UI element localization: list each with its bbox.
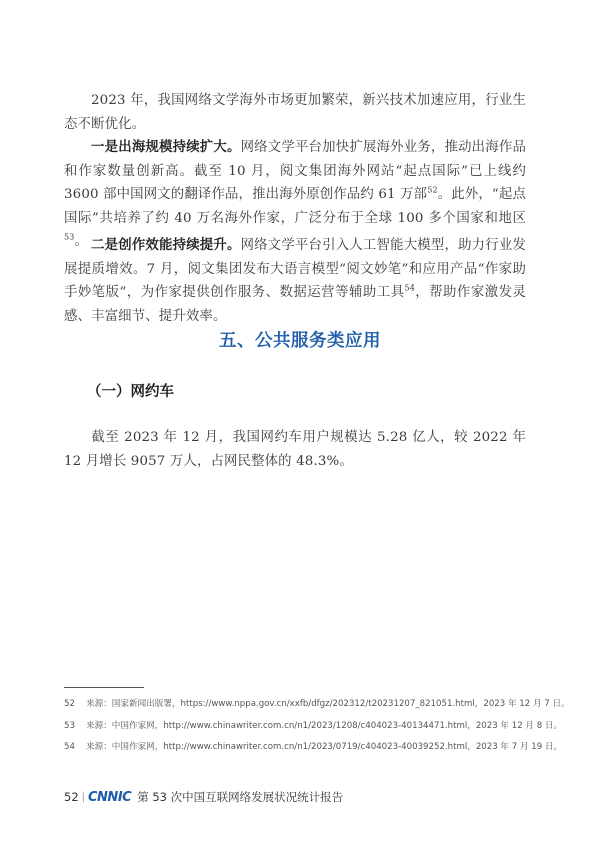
paragraph-text: 。 bbox=[74, 234, 89, 250]
footnote-number: 53 bbox=[64, 721, 75, 731]
page-number: 52 bbox=[64, 790, 79, 804]
footnote-text[interactable]: 来源：中国作家网，http://www.chinawriter.com.cn/n1/2023/0719/c404023-40039252.html，2023 年 7 月 19 日。 bbox=[86, 742, 563, 752]
footnote-text[interactable]: 来源：中国作家网，http://www.chinawriter.com.cn/n1/2023/1208/c404023-40134471.html，2023 年 12 月 8 日。 bbox=[86, 721, 563, 731]
paragraph-intro bbox=[64, 89, 526, 136]
paragraph-intro-text: 2023 年，我国网络文学海外市场更加繁荣，新兴技术加速应用，行业生态不断优化。 bbox=[64, 93, 526, 132]
page-footer bbox=[64, 788, 343, 806]
cnnic-logo: CNNIC bbox=[88, 789, 132, 805]
paragraph-text: 截至 2023 年 12 月，我国网约车用户规模达 5.28 亿人，较 2022 年 12 月增长 9057 万人，占网民整体的 48.3%。 bbox=[64, 430, 526, 469]
subsection-title: （一）网约车 bbox=[87, 384, 174, 400]
footnote-ref[interactable]: 54 bbox=[404, 283, 415, 293]
paragraph-lead: 一是出海规模持续扩大。 bbox=[91, 140, 241, 155]
footnote-divider bbox=[64, 687, 144, 688]
paragraph-text: 网络文学平台引入人工智能大模型，助力行业发展提质增效。7 月，阅文集团发布大语言模型“阅文妙笔”和应用产品“作家助手妙笔版”，为作家提供创作服务、数据运营等辅助工具 bbox=[64, 238, 526, 301]
footnote-number: 52 bbox=[64, 699, 75, 709]
footnote-ref[interactable]: 53 bbox=[64, 232, 75, 242]
paragraph-ride-hailing bbox=[64, 426, 526, 473]
footnote-52 bbox=[64, 697, 570, 709]
section-title: 五、公共服务类应用 bbox=[219, 331, 381, 351]
paragraph-text: ，帮助作家激发灵感、丰富细节、提升效率。 bbox=[64, 285, 526, 324]
footnote-ref[interactable]: 52 bbox=[427, 185, 438, 195]
report-title: 第 53 次中国互联网络发展状况统计报告 bbox=[137, 790, 344, 804]
footer-separator: | bbox=[81, 791, 86, 803]
footnote-number: 54 bbox=[64, 742, 75, 752]
paragraph-text: 。此外，“起点国际”共培养了约 40 万名海外作家，广泛分布于全球 100 多个国家和地区 bbox=[64, 187, 526, 226]
paragraph-creation-efficiency bbox=[64, 234, 526, 328]
footnote-53 bbox=[64, 719, 563, 731]
paragraph-text: 网络文学平台加快扩展海外业务，推动出海作品和作家数量创新高。截至 10 月，阅文集团海外网站“起点国际”已上线约 3600 部中国网文的翻译作品，推出海外原创作品约 61 万部 bbox=[64, 140, 526, 203]
footnote-54 bbox=[64, 740, 563, 752]
paragraph-lead: 二是创作效能持续提升。 bbox=[91, 238, 241, 253]
footnote-text[interactable]: 来源：国家新闻出版署，https://www.nppa.gov.cn/xxfb/dfgz/202312/t20231207_821051.html，2023 年 12 月 7 日。 bbox=[86, 699, 570, 709]
